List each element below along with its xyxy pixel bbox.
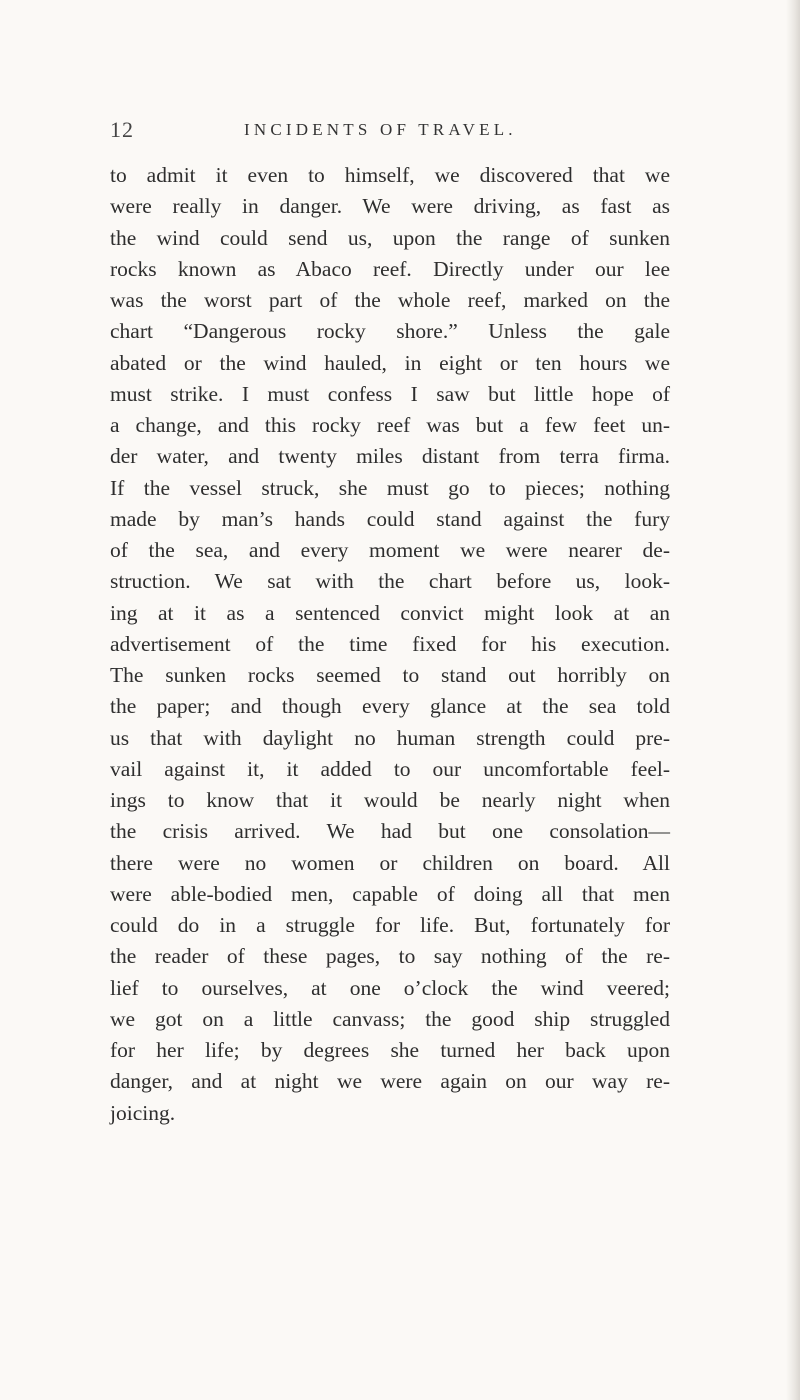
text-line: the crisis arrived. We had but one consolation— (110, 819, 670, 844)
text-line: the reader of these pages, to say nothing of the re- (110, 944, 670, 969)
text-line: ings to know that it would be nearly night when (110, 788, 670, 812)
text-line: danger, and at night we were again on our way re- (110, 1069, 670, 1094)
text-line: chart “Dangerous rocky shore.” Unless the gale (110, 319, 670, 344)
text-line: there were no women or children on board. All (110, 850, 670, 875)
text-line: advertisement of the time fixed for his execution. (110, 631, 670, 656)
text-line: abated or the wind hauled, in eight or ten hours we (110, 350, 670, 375)
text-line: made by man’s hands could stand against the fury (110, 506, 670, 531)
text-line: struction. We sat with the chart before us, look- (110, 569, 670, 594)
text-line: vail against it, it added to our uncomfortable feel- (110, 756, 670, 781)
running-head: INCIDENTS OF TRAVEL. (244, 120, 517, 139)
text-line: of the sea, and every moment we were nearer de- (110, 538, 670, 562)
text-line: must strike. I must confess I saw but little hope of (110, 381, 670, 406)
text-line: to admit it even to himself, we discovered that we (110, 163, 670, 187)
text-line: der water, and twenty miles distant from terra firma. (110, 444, 670, 469)
text-line: The sunken rocks seemed to stand out horribly on (110, 663, 670, 687)
text-line: us that with daylight no human strength could pre- (110, 725, 670, 750)
text-line: lief to ourselves, at one o’clock the wind veered; (110, 975, 670, 1000)
text-line: were able-bodied men, capable of doing all that men (110, 881, 670, 906)
text-line: we got on a little canvass; the good ship struggled (110, 1006, 670, 1031)
text-line: joicing. (110, 1100, 176, 1125)
text-line: a change, and this rocky reef was but a few feet un- (110, 413, 670, 437)
text-line: ing at it as a sentenced convict might look at an (110, 600, 670, 625)
text-line: for her life; by degrees she turned her back upon (110, 1038, 670, 1062)
page-edge-shadow (786, 0, 800, 1400)
text-line: were really in danger. We were driving, as fast as (110, 194, 670, 219)
text-line: rocks known as Abaco reef. Directly under our lee (110, 256, 670, 281)
text-line: was the worst part of the whole reef, marked on the (110, 288, 670, 312)
text-line: could do in a struggle for life. But, fortunately for (110, 913, 670, 937)
text-line: the paper; and though every glance at the sea told (110, 694, 670, 719)
page-header (110, 117, 670, 147)
page-number: 12 (110, 117, 134, 142)
text-line: the wind could send us, upon the range of sunken (110, 225, 670, 250)
text-line: If the vessel struck, she must go to pieces; nothing (110, 475, 670, 500)
body-text (110, 160, 670, 1129)
